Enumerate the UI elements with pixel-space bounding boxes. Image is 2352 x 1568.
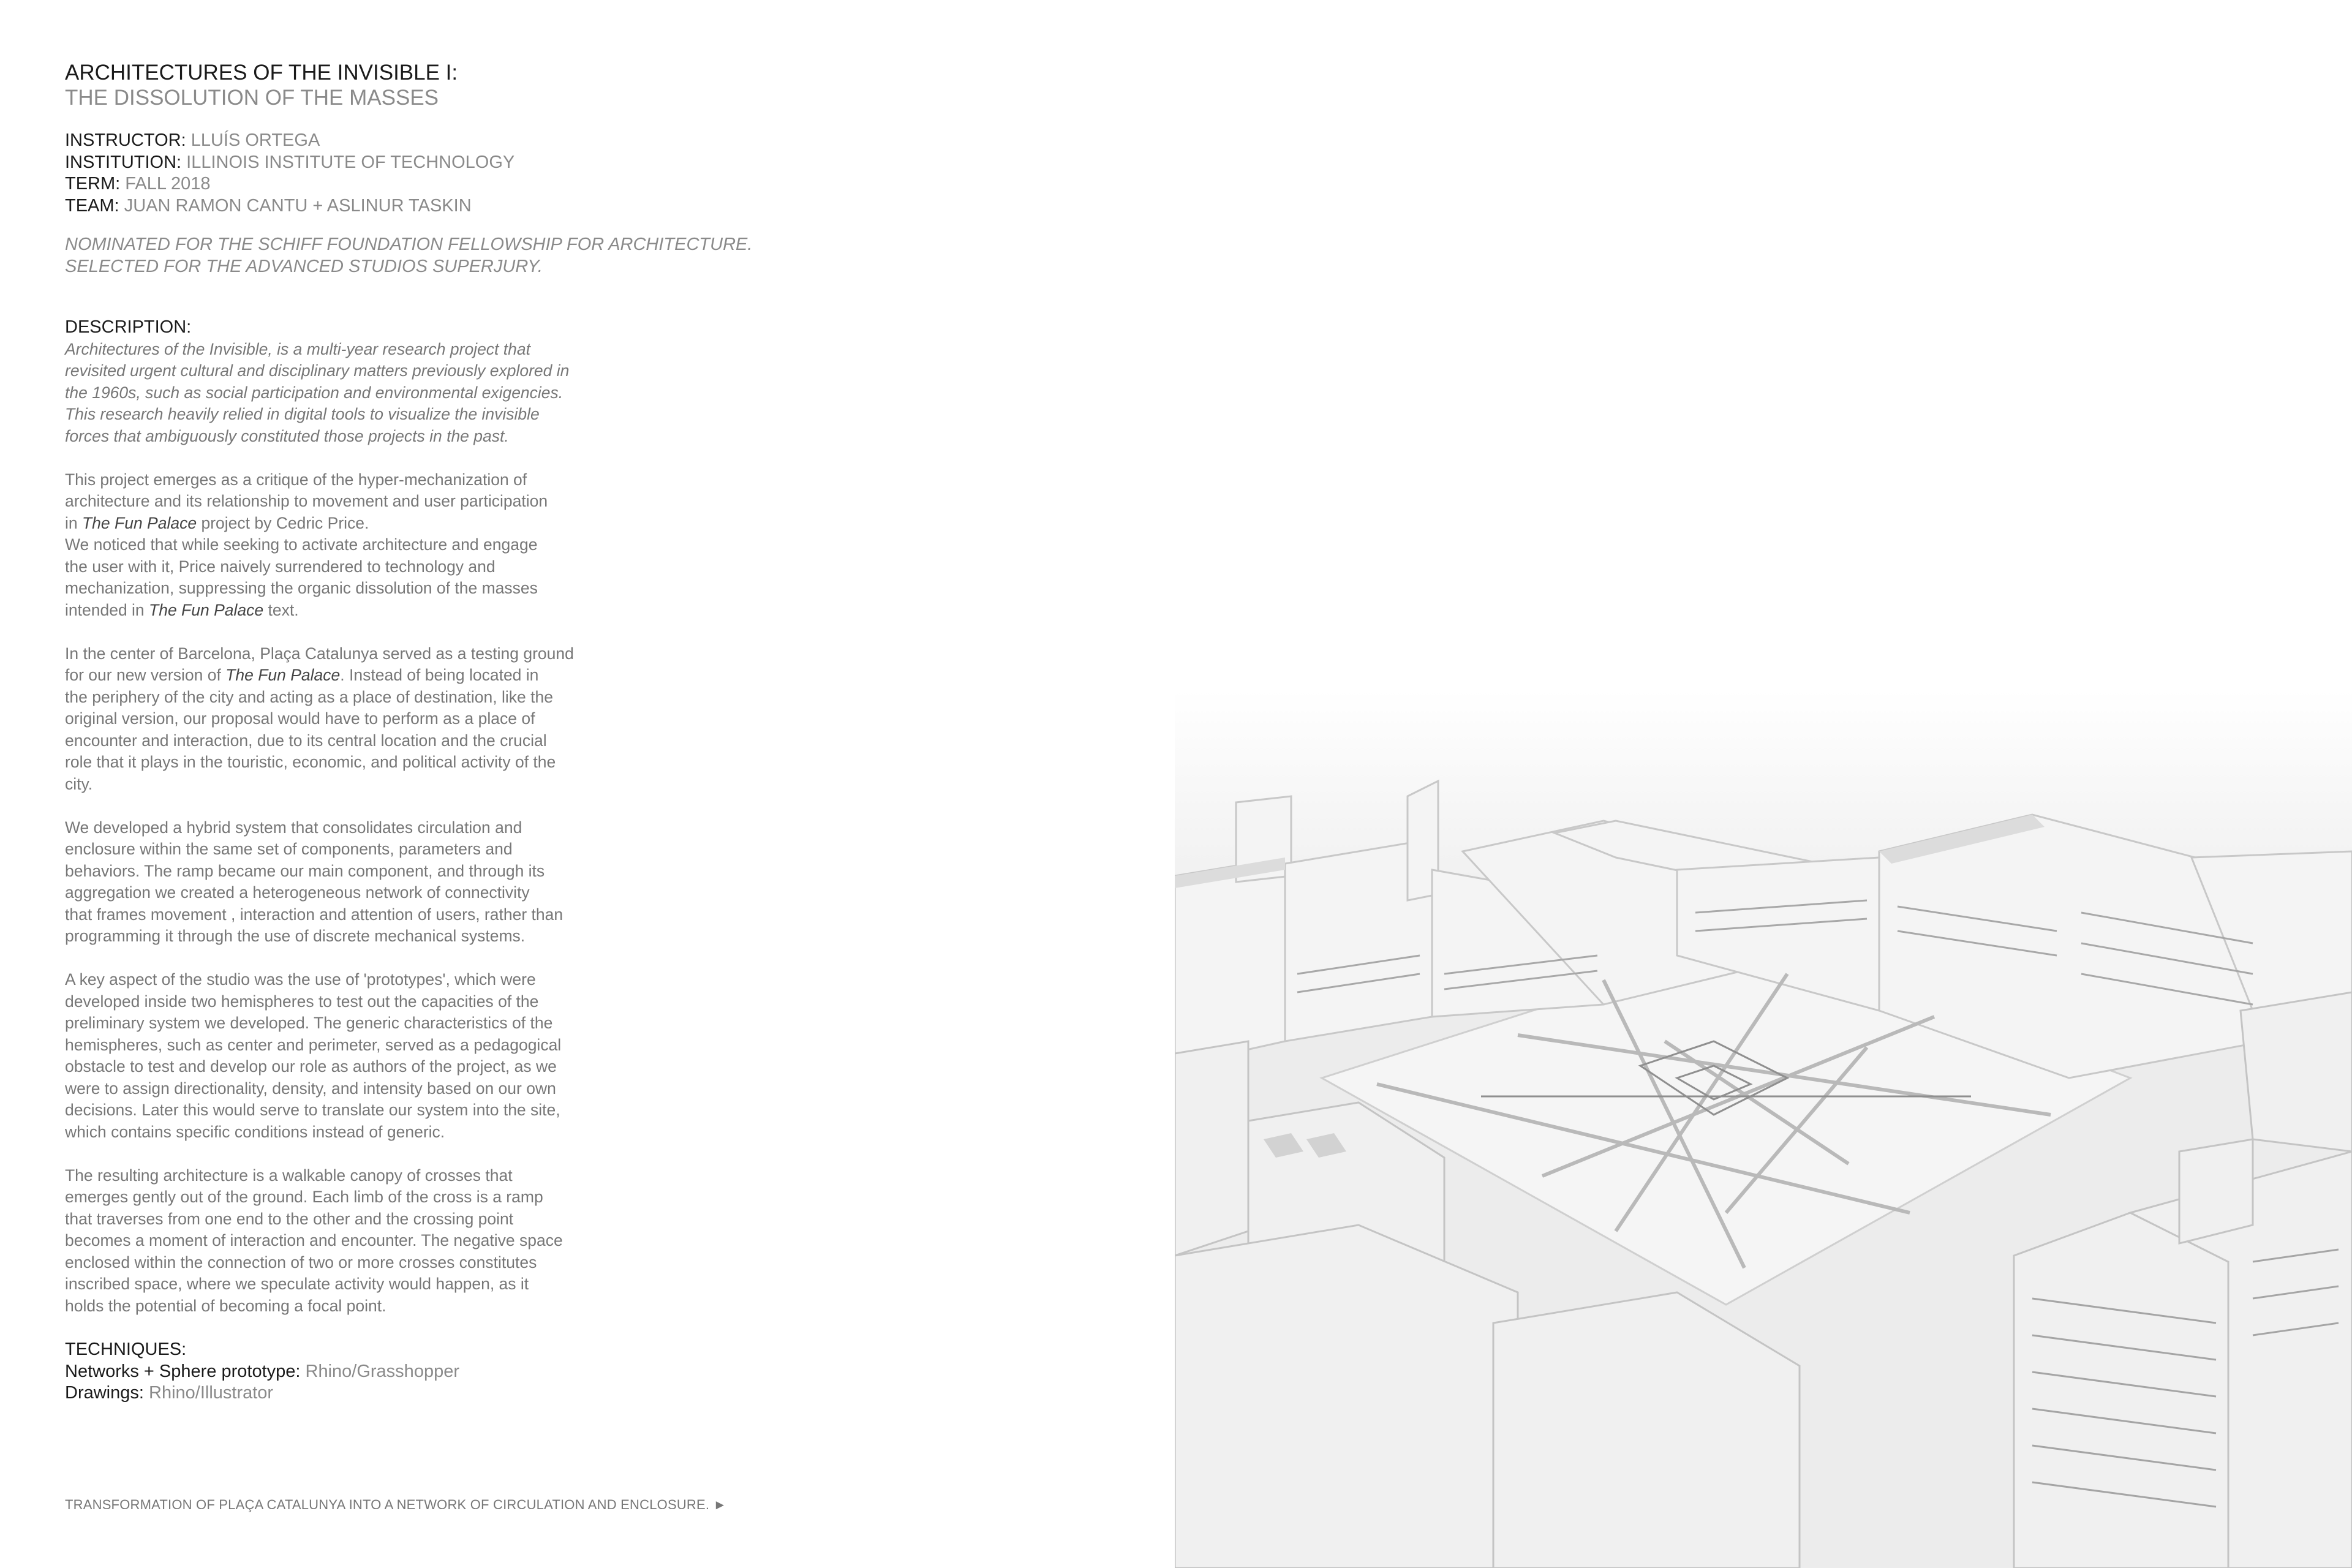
term-label: TERM: xyxy=(65,174,121,194)
model-photo-icon xyxy=(1175,0,2352,1568)
technique-2-value: Rhino/Illustrator xyxy=(149,1383,274,1403)
award-line-2: SELECTED FOR THE ADVANCED STUDIOS SUPERJURY. xyxy=(65,256,543,276)
project-meta xyxy=(65,130,769,217)
technique-2-label: Drawings: xyxy=(65,1383,144,1403)
institution-label: INSTITUTION: xyxy=(65,152,182,172)
description-paragraph-5: A key aspect of the studio was the use of 'prototypes', which were developed inside two hemispheres to test out the capacities of the preliminary system we developed. The generic characteristics of the hemispheres, such as center and perimeter, served as a pedagogical obstacle to test and develop our role as authors of the project, as we were to assign directionality, density, and intensity based on our own decisions. Later this would serve to translate our system into the site, which contains specific conditions instead of generic. xyxy=(65,970,562,1141)
instructor-label: INSTRUCTOR: xyxy=(65,130,186,150)
technique-1-label: Networks + Sphere prototype: xyxy=(65,1361,301,1381)
techniques-section xyxy=(65,1339,769,1404)
p3-emphasis: The Fun Palace xyxy=(225,666,341,684)
technique-row-2 xyxy=(65,1382,769,1404)
term-value: FALL 2018 xyxy=(125,174,211,194)
p2-text-c: text. xyxy=(263,600,299,619)
p2-text-b: project by Cedric Price. We noticed that while seeking to activate architecture and engage the user with it, Price naively surrendered to technology and mechanization, suppressing the organic dissolution of the masses intended in xyxy=(65,513,538,619)
instructor-value: LLUÍS ORTEGA xyxy=(190,130,320,150)
institution-value: ILLINOIS INSTITUTE OF TECHNOLOGY xyxy=(186,152,515,172)
techniques-heading: TECHNIQUES: xyxy=(65,1340,187,1359)
p3-text-b: . Instead of being located in the periphery of the city and acting as a place of destination, like the original version, our proposal would have to perform as a place of encounter and interaction, due to its central location and the crucial role that it plays in the touristic, economic, and political activity of the city. xyxy=(65,666,556,793)
p2-emphasis-1: The Fun Palace xyxy=(82,513,197,532)
description-intro: Architectures of the Invisible, is a multi-year research project that revisited urgent cultural and disciplinary matters previously explored in the 1960s, such as social participation and environmental exigencies. This research heavily relied in digital tools to visualize the invisible forces that ambiguously constituted those projects in the past. xyxy=(65,339,570,445)
model-photo xyxy=(1175,0,2352,1568)
p2-emphasis-2: The Fun Palace xyxy=(149,600,264,619)
award-line-1: NOMINATED FOR THE SCHIFF FOUNDATION FELLOWSHIP FOR ARCHITECTURE. xyxy=(65,235,753,254)
description-paragraph-6: The resulting architecture is a walkable canopy of crosses that emerges gently out of the ground. Each limb of the cross is a ramp that traverses from one end to the other and the crossing point becomes a moment of interaction and encounter. The negative space enclosed within the connection of two or more crosses constitutes inscribed space, where we speculate activity would happen, as it holds the potential of becoming a focal point. xyxy=(65,1166,563,1315)
meta-team xyxy=(65,195,769,217)
description-heading: DESCRIPTION: xyxy=(65,317,192,337)
team-label: TEAM: xyxy=(65,195,119,216)
team-value: JUAN RAMON CANTU + ASLINUR TASKIN xyxy=(124,195,472,216)
description-paragraph-4: We developed a hybrid system that consolidates circulation and enclosure within the same set of components, parameters and behaviors. The ramp became our main component, and through its aggregation we created a heterogeneous network of connectivity that frames movement , interaction and attention of users, rather than programming it through the use of discrete mechanical systems. xyxy=(65,818,564,945)
p3-text-a: In the center of Barcelona, Plaça Catalunya served as a testing ground for our new version of xyxy=(65,644,574,684)
project-subtitle: THE DISSOLUTION OF THE MASSES xyxy=(65,86,439,110)
awards xyxy=(65,234,769,277)
p2-text-a: This project emerges as a critique of the hyper-mechanization of architecture and its relationship to movement and user participation in xyxy=(65,470,548,532)
description-paragraph-3 xyxy=(65,643,769,796)
meta-institution xyxy=(65,152,769,174)
technique-1-value: Rhino/Grasshopper xyxy=(305,1361,459,1381)
text-column xyxy=(65,60,769,1404)
description-section xyxy=(65,317,769,1317)
project-title: ARCHITECTURES OF THE INVISIBLE I: xyxy=(65,61,458,85)
technique-row-1 xyxy=(65,1361,769,1383)
description-paragraph-2 xyxy=(65,469,769,622)
figure-caption: TRANSFORMATION OF PLAÇA CATALUNYA INTO A NETWORK OF CIRCULATION AND ENCLOSURE. ► xyxy=(65,1497,727,1512)
meta-term xyxy=(65,173,769,195)
meta-instructor xyxy=(65,130,769,152)
